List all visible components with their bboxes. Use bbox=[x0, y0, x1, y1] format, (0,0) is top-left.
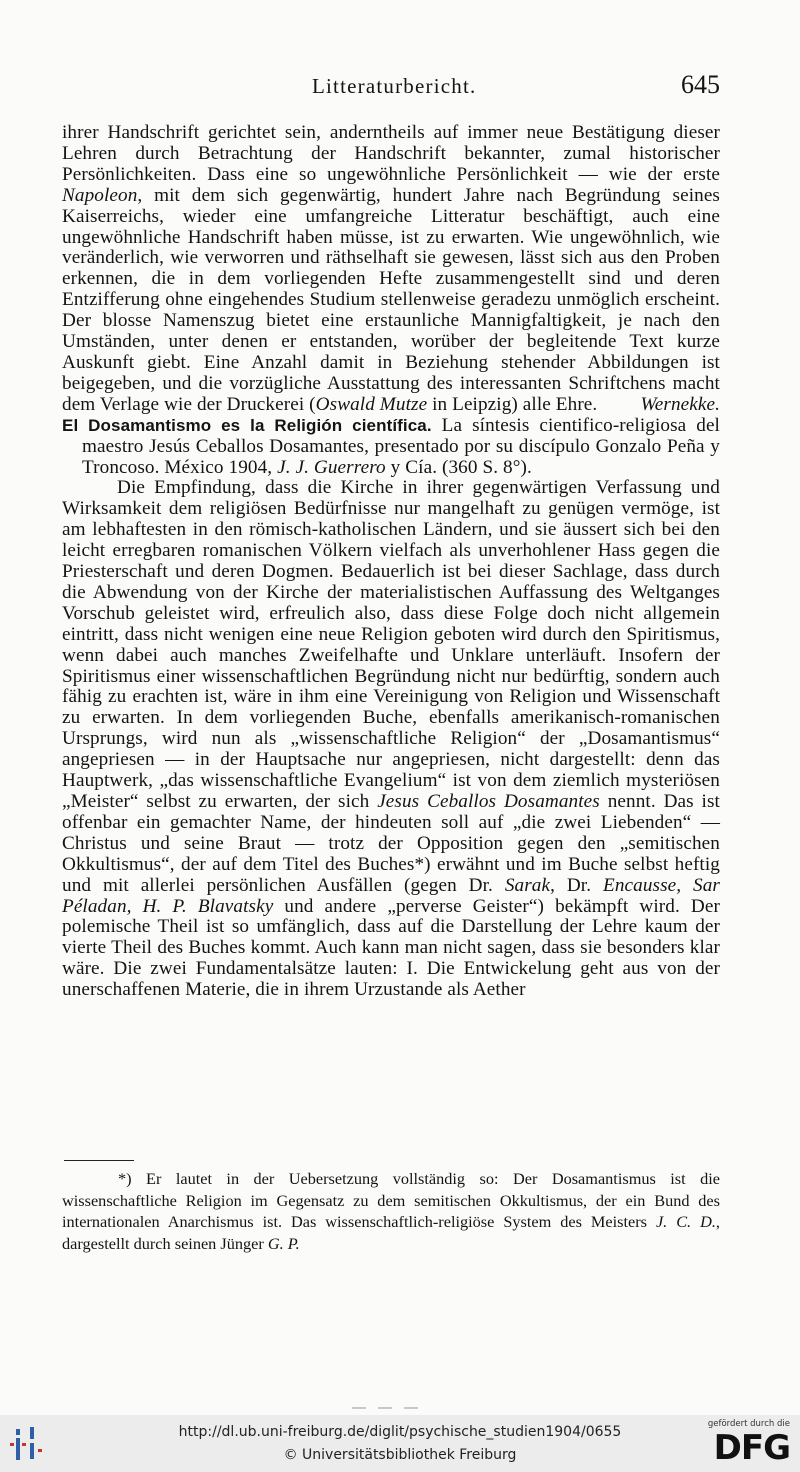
page-bottom-marks bbox=[352, 1396, 448, 1400]
permalink-url[interactable]: http://dl.ub.uni-freiburg.de/diglit/psychische_studien1904/0655 bbox=[178, 1424, 622, 1440]
running-title: Litteraturbericht. bbox=[312, 74, 477, 98]
dfg-funding-note: gefördert durch die bbox=[707, 1419, 790, 1429]
footnote-rule bbox=[64, 1160, 134, 1161]
paragraph-review-body: Die Empfindung, dass die Kirche in ihrer gegenwärtigen Verfassung und Wirksamkeit dem religiösen Bedürfnisse nur mangelhaft zu genügen vermöge, ist am lebhaftesten in den römisch-katholischen Ländern, und sie äussert sich bei den leicht erregbaren romanischen Völkern vielfach als unverhohlener Hass gegen die Priesterschaft und deren Dogmen. Bedauerlich ist bei dieser Sachlage, dass durch die Abwendung von der Kirche der materialistischen Auffassung des Weltganges Vorschub geleistet wird, erfreulich also, dass diese Folge doch nicht allgemein eintritt, dass nicht wenigen eine neue Religion geboten wird durch den Spiritismus, wenn dabei auch manches Zweifelhafte und Unklare unterläuft. Insofern der Spiritismus einer wissenschaftlichen Begründung nicht nur bedürftig, sondern auch fähig zu erachten ist, wäre in ihm eine Vereinigung von Religion und Wissenschaft zu erwarten. In dem vorliegenden Buche, ebenfalls amerikanisch-romanischen Ursprungs, wird nun als „wissenschaftliche Religion“ der „Dosamantismus“ angepriesen — in der Hauptsache nur angepriesen, nicht dargestellt: denn das Hauptwerk, „das wissenschaftliche Evangelium“ ist von dem ziemlich mysteriösen „Meister“ selbst zu erwarten, der sich Jesus Ceballos Dosamantes nennt. Das ist offenbar ein gemachter Name, der hindeuten soll auf „die zwei Liebenden“ — Christus und seine Braut — trotz der Opposition gegen den „semitischen Okkultismus“, der auf dem Titel des Buches*) erwähnt und im Buche selbst heftig und mit allerlei persönlichen Ausfällen (gegen Dr. Sarak, Dr. Encausse, Sar Péladan, H. P. Blavatsky und andere „perverse Geister“) bekämpft wird. Der polemische Theil ist so umfänglich, dass auf die Darstellung der Lehre kaum der vierte Theil des Buches kommt. Auch kann man nicht sagen, dass sie besonders klar wäre. Die zwei Fundamentalsätze lauten: I. Die Entwickelung geht aus von der unerschaffenen Materie, die in ihrem Urzustande als Aether bbox=[62, 477, 720, 1001]
dfg-logo: DFG bbox=[713, 1428, 790, 1468]
footnote: *) Er lautet in der Uebersetzung vollständig so: Der Dosamantismus ist die wissenschaftliche Religion im Gegensatz zu dem semitischen Okkultismus, der ein Bund des internationalen Anarchismus ist. Das wissenschaftlich-religiöse System des Meisters J. C. D., dargestellt durch seinen Jünger G. P. bbox=[62, 1169, 720, 1253]
copyright-notice: © Universitätsbibliothek Freiburg bbox=[283, 1447, 517, 1463]
body-text bbox=[62, 123, 720, 1001]
library-footer bbox=[0, 1415, 800, 1472]
bibliographic-entry: El Dosamantismo es la Religión científica. La síntesis cientifico-religiosa del maestro Jesús Ceballos Dosamantes, presentado por su discípulo Gonzalo Peña y Troncoso. México 1904, J. J. Guerrero y Cía. (360 S. 8°). bbox=[62, 414, 720, 478]
entry-title: El Dosamantismo es la Religión científica. bbox=[62, 415, 432, 435]
page-number: 645 bbox=[681, 70, 720, 99]
reviewer-signature: Wernekke. bbox=[640, 393, 720, 415]
page-header bbox=[62, 68, 720, 102]
paragraph-handwriting-review: ihrer Handschrift gerichtet sein, anderntheils auf immer neue Bestätigung dieser Lehren durch Betrachtung der Handschrift bekannter, zumal historischer Persönlichkeiten. Dass eine so ungewöhnliche Persönlichkeit — wie der erste Napoleon, mit dem sich gegenwärtig, hundert Jahre nach Begründung seines Kaiserreichs, wieder eine umfangreiche Litteratur beschäftigt, auch eine ungewöhnliche Handschrift haben müsse, ist zu erwarten. Wie ungewöhnlich, wie veränderlich, wie verworren und räthselhaft sie gewesen, lässt sich aus den Proben erkennen, die in dem vorliegenden Hefte zusammengestellt sind und deren Entzifferung ohne eingehendes Studium stellenweise geradezu unmöglich erscheint. Der blosse Namenszug bietet eine erstaunliche Mannigfaltigkeit, je nach den Umständen, unter denen er entstanden, worüber der begleitende Text kurze Auskunft giebt. Eine Anzahl damit in Beziehung stehender Abbildungen ist beigegeben, und die vorzügliche Ausstattung des interessanten Schriftchens macht dem Verlage wie der Druckerei (Oswald Mutze in Leipzig) alle Ehre. Wernekke. bbox=[62, 122, 720, 415]
